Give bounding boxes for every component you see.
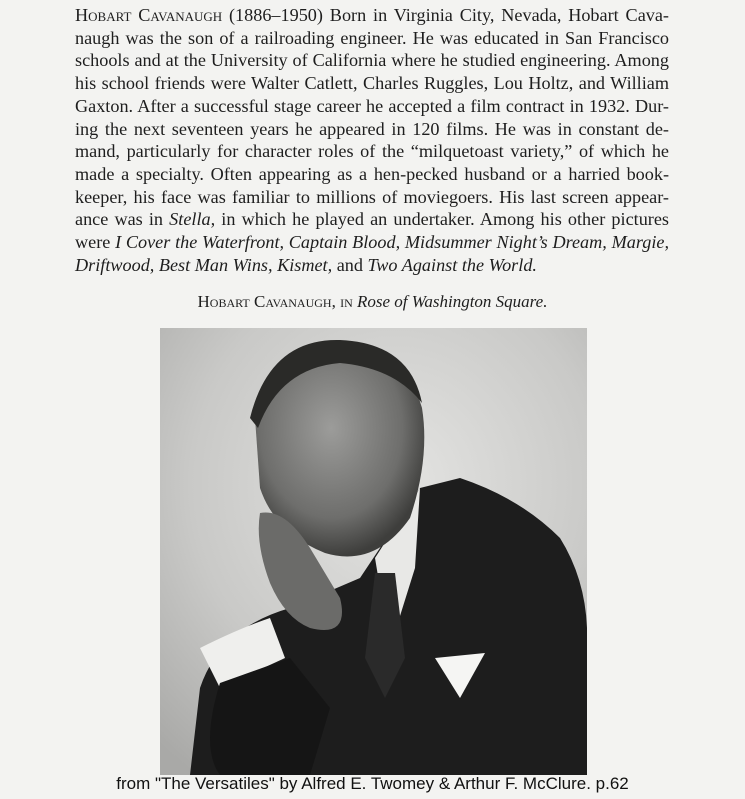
- text-line: [75, 208, 669, 231]
- portrait-photo: [160, 328, 587, 775]
- italic-film-title: Driftwood, Best Man Wins, Kismet,: [75, 254, 333, 275]
- caption-name: Hobart Cavanaugh, in: [197, 292, 357, 311]
- text-segment: and: [332, 254, 368, 275]
- biography-text: [75, 4, 669, 276]
- text-line: [75, 140, 669, 163]
- text-segment: keeper, his face was familiar to millions of moviegoers. His last screen appear-: [75, 186, 669, 207]
- text-line: [75, 163, 669, 186]
- text-segment: were: [75, 232, 116, 253]
- source-credit: from "The Versatiles" by Alfred E. Twomey & Arthur F. McClure. p.62: [116, 774, 629, 793]
- text-segment: made a specialty. Often appearing as a hen-pecked husband or a harried book-: [75, 163, 669, 184]
- text-line: [75, 72, 669, 95]
- photo-caption: [0, 292, 745, 312]
- text-segment: ance was in: [75, 209, 170, 230]
- text-segment: ing the next seventeen years he appeared in 120 films. He was in constant de-: [75, 118, 669, 139]
- italic-film-title: Two Against the World.: [367, 254, 537, 275]
- text-line: [75, 186, 669, 209]
- text-segment: mand, particularly for character roles of the “milquetoast variety,” of which he: [75, 141, 669, 162]
- text-line: [75, 254, 669, 277]
- italic-film-title: Stella,: [169, 209, 216, 230]
- text-line: [75, 95, 669, 118]
- text-line: [75, 118, 669, 141]
- text-segment: Gaxton. After a successful stage career he accepted a film contract in 1932. Dur-: [75, 95, 669, 116]
- text-line: [75, 231, 669, 254]
- italic-film-title: I Cover the Waterfront, Captain Blood, Midsummer Night’s Dream, Margie,: [115, 232, 669, 253]
- text-segment: naugh was the son of a railroading engineer. He was educated in San Francisco: [75, 27, 669, 48]
- text-line: [75, 4, 669, 27]
- text-segment: his school friends were Walter Catlett, Charles Ruggles, Lou Holtz, and William: [75, 73, 669, 94]
- text-line: [75, 49, 669, 72]
- text-line: [75, 27, 669, 50]
- subject-name: Hobart Cavanaugh: [75, 5, 223, 25]
- caption-film-title: Rose of Washington Square.: [357, 292, 548, 311]
- text-segment: in which he played an undertaker. Among his other pictures: [215, 209, 669, 230]
- text-segment: (1886–1950) Born in Virginia City, Nevada, Hobart Cava-: [222, 5, 669, 25]
- text-segment: schools and at the University of California where he studied engineering. Among: [75, 50, 669, 71]
